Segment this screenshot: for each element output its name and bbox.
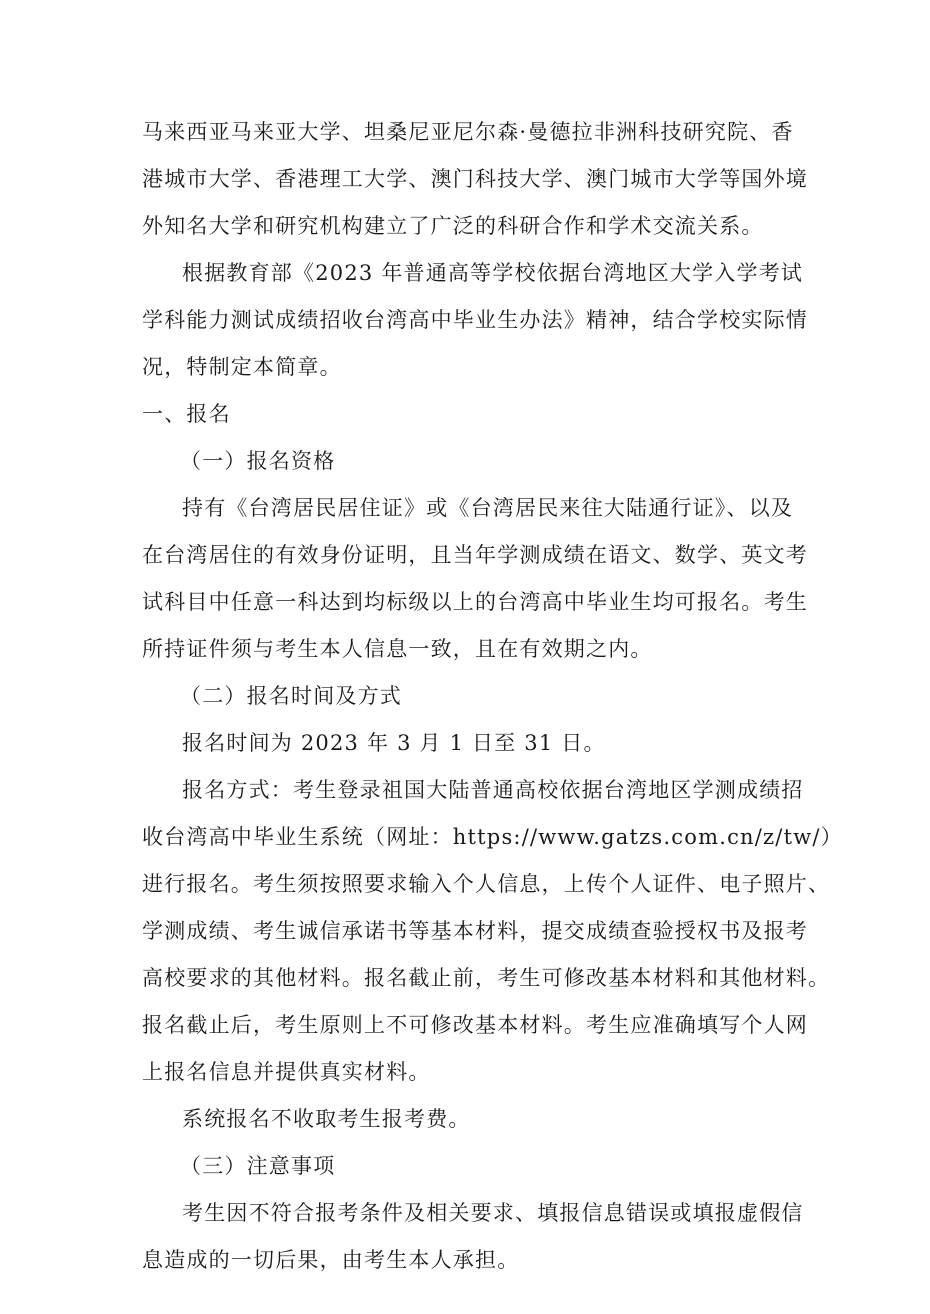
subsection-heading: （二）报名时间及方式 [180, 684, 402, 708]
paragraph-line: 息造成的一切后果，由考生本人承担。 [142, 1248, 520, 1272]
paragraph-line: 报名截止后，考生原则上不可修改基本材料。考生应准确填写个人网 [142, 1013, 808, 1037]
paragraph-line: 在台湾居住的有效身份证明，且当年学测成绩在语文、数学、英文考 [142, 543, 808, 567]
paragraph-line: 外知名大学和研究机构建立了广泛的科研合作和学术交流关系。 [142, 214, 764, 238]
paragraph-line: 持有《台湾居民居住证》或《台湾居民来往大陆通行证》、以及 [182, 496, 794, 520]
section-heading: 一、报名 [142, 402, 231, 426]
paragraph-line: 所持证件须与考生本人信息一致，且在有效期之内。 [142, 637, 653, 661]
paragraph-line: 考生因不符合报考条件及相关要求、填报信息错误或填报虚假信 [182, 1201, 804, 1225]
paragraph-line: 进行报名。考生须按照要求输入个人信息，上传个人证件、电子照片、 [142, 872, 831, 896]
paragraph-line: 高校要求的其他材料。报名截止前，考生可修改基本材料和其他材料。 [142, 966, 831, 990]
subsection-heading: （一）报名资格 [180, 449, 336, 473]
paragraph-line: 马来西亚马来亚大学、坦桑尼亚尼尔森·曼德拉非洲科技研究院、香 [142, 120, 794, 144]
paragraph-line: 况，特制定本简章。 [142, 355, 342, 379]
paragraph-line: 上报名信息并提供真实材料。 [142, 1060, 431, 1084]
paragraph-line: 试科目中任意一科达到均标级以上的台湾高中毕业生均可报名。考生 [142, 590, 808, 614]
paragraph-line: 报名方式：考生登录祖国大陆普通高校依据台湾地区学测成绩招 [182, 778, 804, 802]
subsection-heading: （三）注意事项 [180, 1154, 336, 1178]
paragraph-line: 港城市大学、香港理工大学、澳门科技大学、澳门城市大学等国外境 [142, 167, 808, 191]
paragraph-line: 根据教育部《2023 年普通高等学校依据台湾地区大学入学考试 [182, 261, 804, 285]
paragraph-line: 学测成绩、考生诚信承诺书等基本材料，提交成绩查验授权书及报考 [142, 919, 808, 943]
paragraph-line: 报名时间为 2023 年 3 月 1 日至 31 日。 [182, 731, 606, 755]
paragraph-line: 系统报名不收取考生报考费。 [182, 1107, 471, 1131]
paragraph-line: 学科能力测试成绩招收台湾高中毕业生办法》精神，结合学校实际情 [142, 308, 808, 332]
paragraph-line: 收台湾高中毕业生系统（网址：https://www.gatzs.com.cn/z/tw/） [142, 825, 843, 849]
